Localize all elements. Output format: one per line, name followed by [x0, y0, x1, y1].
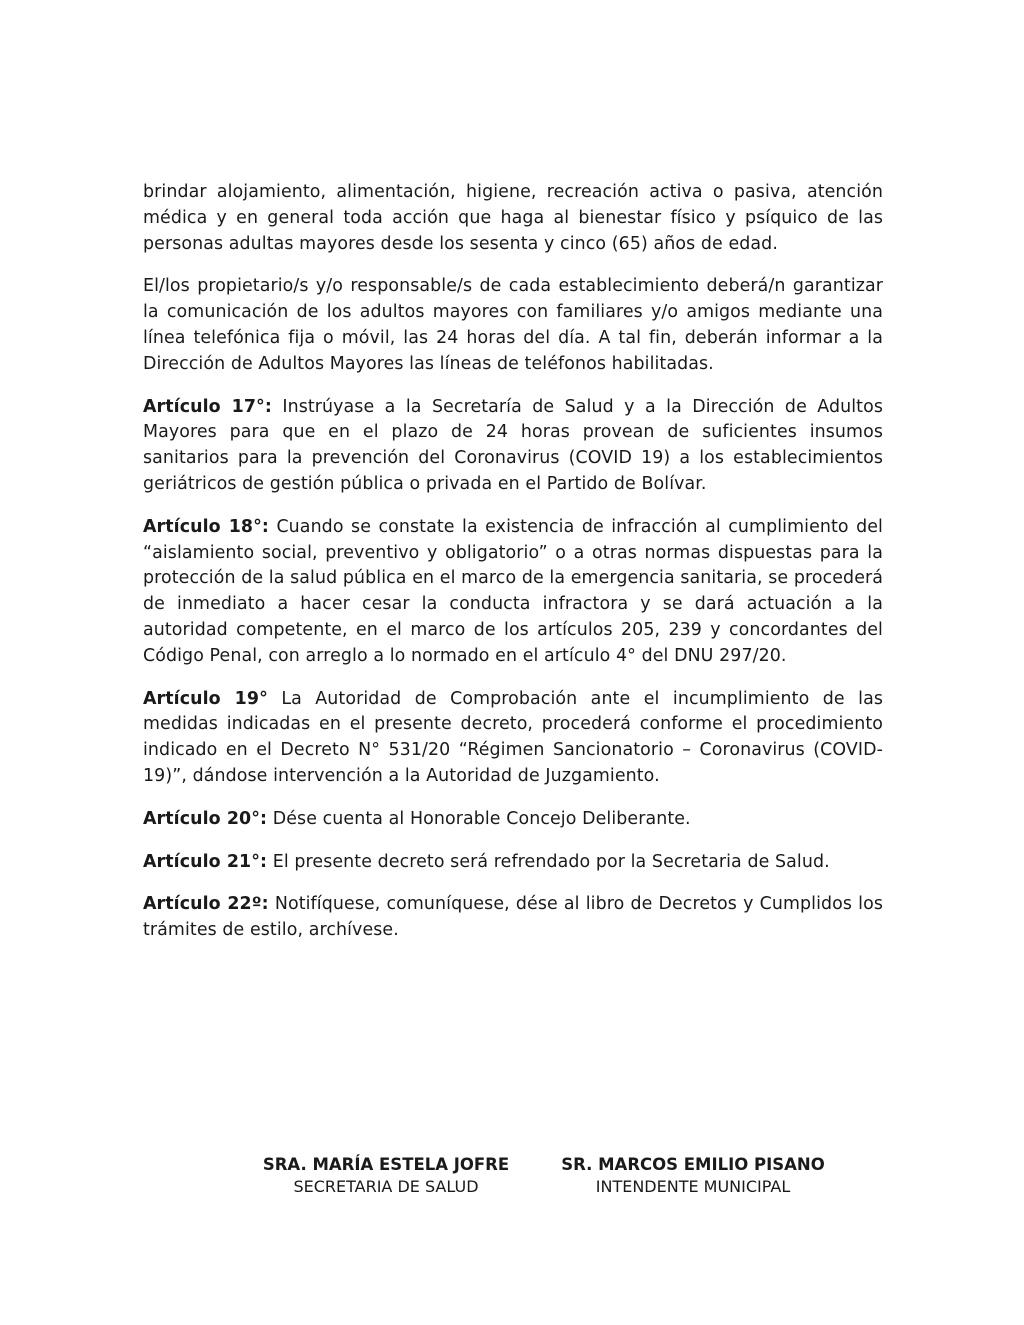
article-text: La Autoridad de Comprobación ante el incumplimiento de las medidas indicadas en el presente decreto, procederá conforme el procedimiento indicado en el Decreto N° 531/20 “Régimen Sancionatorio – Coronavirus (COVID-19)”, dándose intervención a la Autoridad de Juzgamiento.: [143, 688, 883, 786]
article-heading: Artículo 20°:: [143, 808, 268, 829]
article-17: [143, 395, 883, 498]
paragraph-text: El/los propietario/s y/o responsable/s de cada establecimiento deberá/n garantizar la comunicación de los adultos mayores con familiares y/o amigos mediante una línea telefónica fija o móvil, las 24 horas del día. A tal fin, deberán informar a la Dirección de Adultos Mayores las líneas de teléfonos habilitadas.: [143, 276, 883, 374]
signature-block: [0, 1154, 1024, 1214]
article-22: [143, 892, 883, 944]
article-text: El presente decreto será refrendado por la Secretaria de Salud.: [267, 851, 830, 872]
article-19: [143, 687, 883, 790]
signatory-role: INTENDENTE MUNICIPAL: [595, 1177, 791, 1196]
signatory-role: SECRETARIA DE SALUD: [293, 1177, 479, 1196]
article-text: Dése cuenta al Honorable Concejo Deliberante.: [267, 808, 691, 829]
paragraph-continuation: [143, 180, 883, 257]
article-heading: Artículo 18°:: [143, 516, 269, 537]
signatory-name: SR. MARCOS EMILIO PISANO: [561, 1155, 825, 1174]
article-heading: Artículo 21°:: [143, 851, 268, 872]
article-heading: Artículo 22º:: [143, 894, 269, 915]
paragraph-owners-communication: [143, 274, 883, 377]
article-text: Notifíquese, comuníquese, dése al libro de Decretos y Cumplidos los trámites de estilo, archívese.: [143, 894, 883, 941]
paragraph-text: brindar alojamiento, alimentación, higiene, recreación activa o pasiva, atención médica y en general toda acción que haga al bienestar físico y psíquico de las personas adultas mayores desde los sesenta y cinco (65) años de edad.: [143, 182, 883, 254]
article-21: [143, 850, 883, 876]
document-body: [143, 180, 883, 961]
article-heading: Artículo 17°:: [143, 396, 272, 417]
signatory-name: SRA. MARÍA ESTELA JOFRE: [262, 1155, 510, 1174]
article-20: [143, 807, 883, 833]
article-heading: Artículo 19°: [143, 688, 268, 709]
article-text: Instrúyase a la Secretaría de Salud y a la Dirección de Adultos Mayores para que en el plazo de 24 horas provean de suficientes insumos sanitarios para la prevención del Coronavirus (COVID 19) a los establecimientos geriátricos de gestión pública o privada en el Partido de Bolívar.: [143, 396, 883, 494]
signature-secretaria: [230, 1154, 542, 1198]
signature-intendente: [540, 1154, 846, 1198]
article-text: Cuando se constate la existencia de infracción al cumplimiento del “aislamiento social, preventivo y obligatorio” o a otras normas dispuestas para la protección de la salud pública en el marco de la emergencia sanitaria, se procederá de inmediato a hacer cesar la conducta infractora y se dará actuación a la autoridad competente, en el marco de los artículos 205, 239 y concordantes del Código Penal, con arreglo a lo normado en el artículo 4° del DNU 297/20.: [143, 516, 883, 666]
article-18: [143, 515, 883, 670]
